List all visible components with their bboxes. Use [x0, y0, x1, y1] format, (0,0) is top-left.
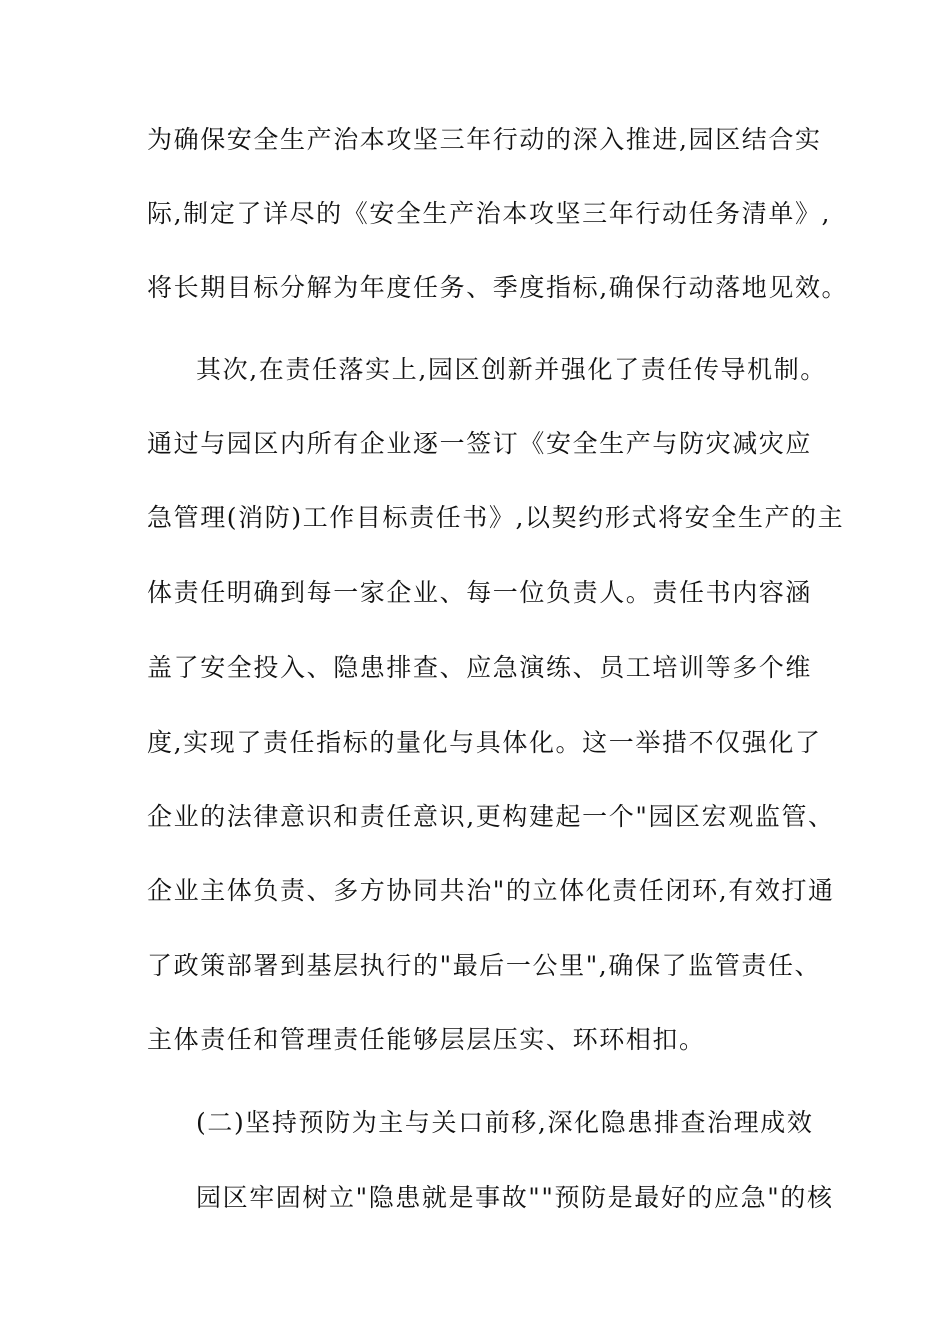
paragraph-line-10: 企业的法律意识和责任意识,更构建起一个"园区宏观监管、: [147, 802, 835, 831]
paragraph-line-15: 园区牢固树立"隐患就是事故""预防是最好的应急"的核: [196, 1183, 834, 1212]
paragraph-line-9: 度,实现了责任指标的量化与具体化。这一举措不仅强化了: [147, 728, 822, 757]
paragraph-line-6: 急管理(消防)工作目标责任书》,以契约形式将安全生产的主: [147, 503, 845, 532]
paragraph-line-8: 盖了安全投入、隐患排查、应急演练、员工培训等多个维: [147, 653, 813, 682]
paragraph-line-3: 将长期目标分解为年度任务、季度指标,确保行动落地见效。: [147, 273, 849, 302]
paragraph-line-7: 体责任明确到每一家企业、每一位负责人。责任书内容涵: [147, 578, 813, 607]
paragraph-line-5: 通过与园区内所有企业逐一签订《安全生产与防灾减灾应: [147, 429, 813, 458]
paragraph-line-11: 企业主体负责、多方协同共治"的立体化责任闭环,有效打通: [147, 876, 835, 905]
paragraph-line-12: 了政策部署到基层执行的"最后一公里",确保了监管责任、: [147, 951, 822, 980]
section-heading: (二)坚持预防为主与关口前移,深化隐患排查治理成效: [196, 1108, 814, 1137]
paragraph-line-1: 为确保安全生产治本攻坚三年行动的深入推进,园区结合实: [147, 125, 822, 154]
paragraph-line-2: 际,制定了详尽的《安全生产治本攻坚三年行动任务清单》,: [147, 199, 832, 228]
paragraph-line-13: 主体责任和管理责任能够层层压实、环环相扣。: [147, 1025, 706, 1054]
paragraph-line-4: 其次,在责任落实上,园区创新并强化了责任传导机制。: [196, 355, 827, 384]
